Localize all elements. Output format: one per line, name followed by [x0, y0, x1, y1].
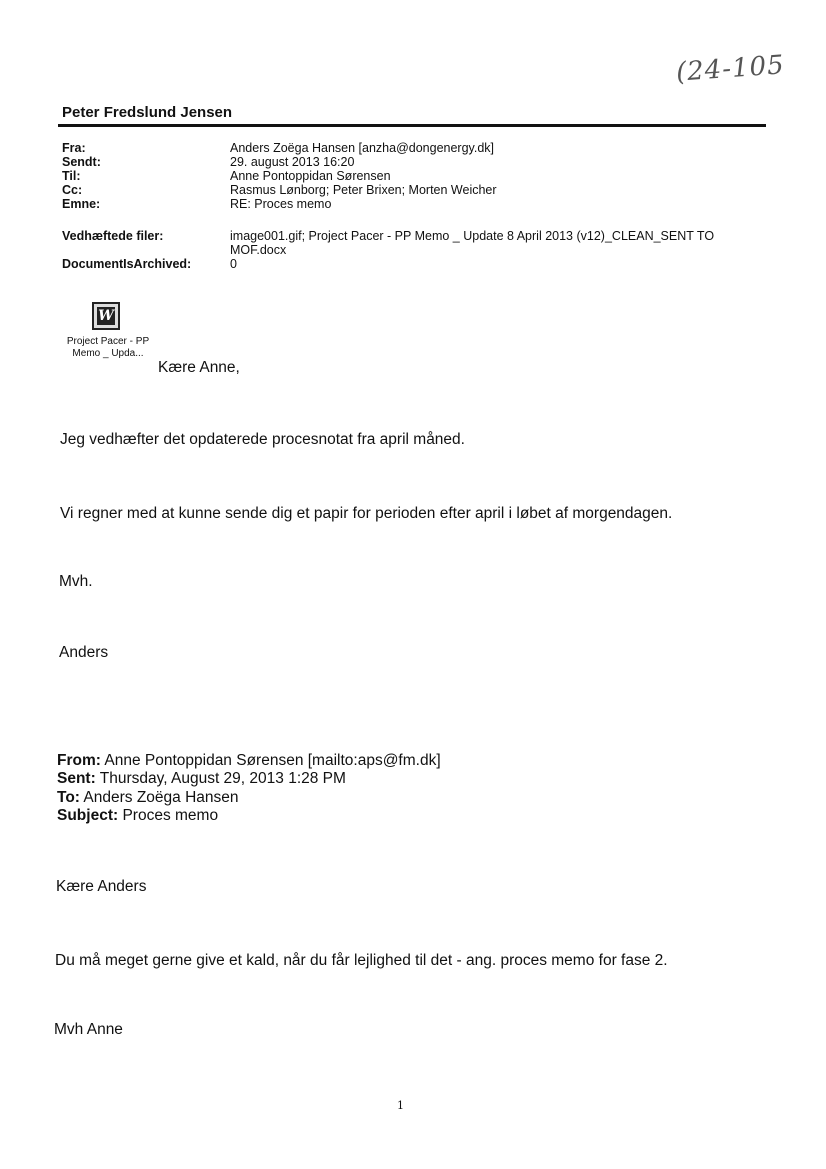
mailbox-owner-name: Peter Fredslund Jensen — [62, 104, 233, 121]
quoted-closing: Mvh Anne — [54, 1021, 123, 1038]
quoted-to-label: To: — [57, 789, 80, 806]
quoted-to-line — [57, 789, 239, 807]
quoted-from-line — [57, 752, 441, 770]
from-label: Fra: — [62, 141, 86, 155]
quoted-sent-value: Thursday, August 29, 2013 1:28 PM — [99, 770, 346, 787]
sent-label: Sendt: — [62, 155, 101, 169]
page-number: 1 — [397, 1099, 404, 1112]
sent-value: 29. august 2013 16:20 — [230, 155, 355, 169]
word-document-icon[interactable]: W — [92, 302, 120, 330]
reply-greeting: Kære Anne, — [158, 359, 240, 376]
from-value: Anders Zoëga Hansen [anzha@dongenergy.dk] — [230, 141, 495, 155]
quoted-subject-label: Subject: — [57, 807, 119, 824]
quoted-paragraph-1: Du må meget gerne give et kald, når du får lejlighed til det - ang. proces memo for fase 2. — [55, 952, 668, 969]
quoted-sent-line — [57, 770, 346, 788]
archived-label: DocumentIsArchived: — [62, 257, 192, 271]
reply-paragraph-1: Jeg vedhæfter det opdaterede procesnotat fra april måned. — [60, 431, 465, 448]
subject-label: Emne: — [62, 197, 101, 211]
quoted-subject-line — [57, 807, 218, 825]
subject-value: RE: Proces memo — [230, 197, 332, 211]
reply-paragraph-2: Vi regner med at kunne sende dig et papir for perioden efter april i løbet af morgendagen. — [60, 505, 673, 522]
quoted-from-value: Anne Pontoppidan Sørensen [mailto:aps@fm.dk] — [104, 752, 441, 769]
to-value: Anne Pontoppidan Sørensen — [230, 169, 391, 183]
cc-value: Rasmus Lønborg; Peter Brixen; Morten Weicher — [230, 183, 497, 197]
cc-label: Cc: — [62, 183, 83, 197]
quoted-subject-value: Proces memo — [122, 807, 219, 824]
attachments-value: image001.gif; Project Pacer - PP Memo _ Update 8 April 2013 (v12)_CLEAN_SENT TO MOF.docx — [230, 229, 715, 257]
archived-value: 0 — [230, 257, 237, 271]
reply-closing: Mvh. — [59, 573, 93, 590]
to-label: Til: — [62, 169, 81, 183]
handwritten-stamp: (24-105 — [675, 50, 786, 88]
reply-signature: Anders — [59, 644, 109, 661]
quoted-sent-label: Sent: — [57, 770, 96, 787]
attachments-label: Vedhæftede filer: — [62, 229, 164, 243]
quoted-greeting: Kære Anders — [56, 878, 147, 895]
quoted-from-label: From: — [57, 752, 101, 769]
header-divider — [58, 124, 766, 127]
attachment-caption[interactable]: Project Pacer - PP Memo _ Upda... — [66, 336, 150, 359]
quoted-to-value: Anders Zoëga Hansen — [83, 789, 239, 806]
